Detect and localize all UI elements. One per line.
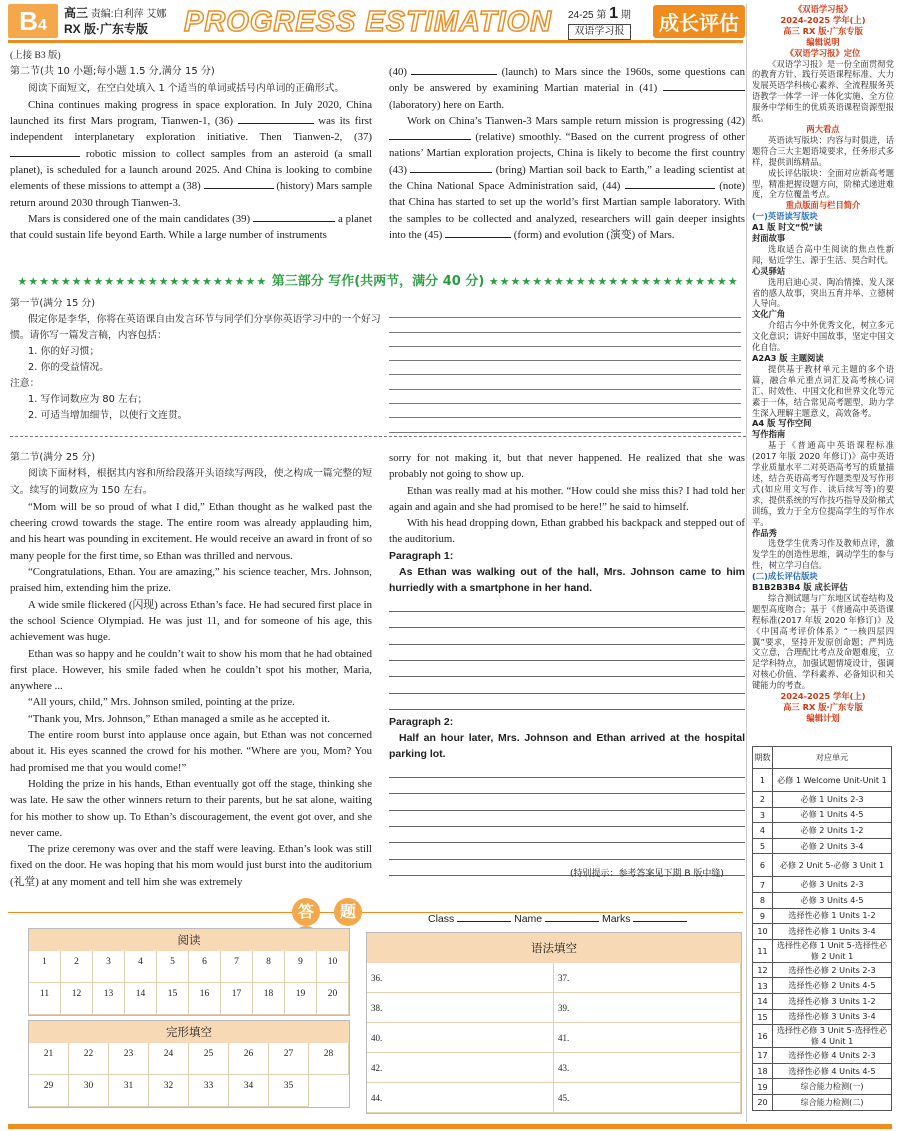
writing2-title: 第二节(满分 25 分) — [10, 452, 96, 463]
header-info — [64, 6, 166, 38]
cloze-answer-cell[interactable]: 28 — [309, 1043, 349, 1075]
blank-36[interactable] — [238, 113, 314, 124]
sidebar-edition: 高三 RX 版·广东专版 — [783, 25, 863, 36]
reading-answer-cell[interactable]: 13 — [93, 983, 125, 1015]
sidebar-text: 选登学生优秀习作及教师点评，激发学生的创造性思维，调动学生的参与性，树立学习自信。 — [752, 538, 894, 571]
story-paragraph: A wide smile flickered (闪现) across Ethan’s face. He had secured first place in the school Science Olympiad. He was just 11, and for someone of his age, this achievement was huge. — [10, 598, 372, 644]
table-row — [753, 877, 892, 893]
sidebar-subheading: (一)英语读写版块 — [752, 211, 818, 222]
reading-answer-cell[interactable]: 19 — [285, 983, 317, 1015]
cloze-label: 完形填空 — [29, 1021, 349, 1043]
table-row — [753, 1048, 892, 1064]
table-header: 对应单元 — [773, 747, 892, 769]
reading-answer-cell[interactable]: 17 — [221, 983, 253, 1015]
blank-44[interactable] — [625, 178, 715, 189]
cloze-answer-cell[interactable]: 21 — [29, 1043, 69, 1075]
continued-tag: (上接 B3 版) — [10, 51, 61, 61]
blank-39[interactable] — [253, 211, 335, 222]
writing1-prompt: 假定你是李华，你将在英语课自由发言环节与同学们分享你英语学习中的一个好习惯。请你写一篇发言稿，内容包括： — [10, 314, 381, 341]
passage-para-3: (40) (launch) to Mars since the 1960s, some questions can only be answered by examining Martian material in (41) (laboratory) here on Earth. — [389, 66, 746, 111]
writing1-item: 1. 你的好习惯； — [28, 346, 100, 357]
table-row — [753, 962, 892, 978]
edit-plan-table — [752, 746, 892, 1111]
issue-cell: 20 — [753, 1094, 773, 1110]
sidebar-text: 选用启迪心灵、陶冶情操、发人深省的感人故事，突出五育并举、立德树人导向。 — [752, 276, 894, 309]
edition-label: RX 版·广东专版 — [64, 22, 149, 36]
table-row — [753, 1009, 892, 1025]
grammar-answer-cell[interactable]: 42. — [367, 1053, 554, 1083]
writing-task-1 — [10, 296, 382, 424]
unit-cell: 必修 2 Units 3-4 — [773, 838, 892, 854]
grammar-label: 语法填空 — [367, 933, 741, 963]
issue-cell: 11 — [753, 939, 773, 962]
grammar-answer-box — [366, 932, 742, 1114]
banner-title: PROGRESS ESTIMATION — [184, 6, 553, 38]
issue-cell: 14 — [753, 993, 773, 1009]
paragraph1-answer-lines[interactable] — [389, 596, 745, 710]
grammar-answer-cell[interactable]: 39. — [554, 993, 741, 1023]
story-paragraph: “All yours, child,” Mrs. Johnson smiled, pointing at the prize. — [28, 696, 295, 709]
reading-answer-cell[interactable]: 4 — [125, 951, 157, 983]
story-paragraph: “Thank you, Mrs. Johnson,” Ethan managed a smile as he accepted it. — [28, 712, 330, 725]
unit-cell: 综合能力检测(一) — [773, 1079, 892, 1095]
table-row — [753, 838, 892, 854]
sidebar-item: 封面故事 — [752, 233, 786, 244]
writing1-title: 第一节(满分 15 分) — [10, 298, 96, 309]
instructions: 阅读下面短文，在空白处填入 1 个适当的单词或括号内单词的正确形式。 — [28, 82, 345, 94]
unit-cell: 必修 1 Welcome Unit-Unit 1 — [773, 769, 892, 792]
section-divider — [10, 436, 746, 437]
table-row — [753, 908, 892, 924]
table-row — [753, 769, 892, 792]
table-row — [753, 978, 892, 994]
unit-cell: 选择性必修 3 Units 3-4 — [773, 1009, 892, 1025]
sidebar-text: 综合测试题与广东地区试卷结构及题型高度吻合；基于《普通高中英语课程标准(2017 年版 2020 年修订)》及《中国高考评价体系》“一核四层四翼”要求，坚持开发原创命题；严判选文立意，合理配比考点及命题难度，立足学科特点，加强试题情境设计，强调对核心价值、学科素养、必备知识和关键能力的考查。 — [752, 592, 894, 691]
cloze-answer-cell[interactable]: 30 — [69, 1075, 109, 1107]
unit-cell: 选择性必修 2 Units 4-5 — [773, 978, 892, 994]
cloze-answer-cell[interactable]: 25 — [189, 1043, 229, 1075]
paragraph1-opening: As Ethan was walking out of the hall, Mrs. Johnson came to him hurriedly with a smartphone in her hand. — [389, 565, 745, 594]
story-paragraph: Holding the prize in his hands, Ethan eventually got off the stage, thinking she was late. He saw the other winners return to their parents, but he sat alone, waiting for his mother to show up. To Ethan’s discouragement, the event got over, and she never came. — [10, 777, 372, 839]
passage-para-2: Mars is considered one of the main candidates (39) a planet that could sustain life beyond Earth. While a large number of instruments — [10, 212, 372, 242]
reading-answer-cell[interactable]: 7 — [221, 951, 253, 983]
sidebar-item: A2A3 版 主题阅读 — [752, 353, 824, 363]
sidebar-heading: 《双语学习报》定位 — [785, 47, 861, 58]
grammar-answer-cell[interactable]: 37. — [554, 963, 741, 993]
cloze-answer-cell[interactable]: 23 — [109, 1043, 149, 1075]
grammar-answer-cell[interactable]: 38. — [367, 993, 554, 1023]
issue-cell: 9 — [753, 908, 773, 924]
blank-45[interactable] — [445, 227, 511, 238]
blank-37[interactable] — [10, 146, 80, 157]
sidebar-subheading: (二)成长评估版块 — [752, 571, 818, 582]
grammar-answer-cell[interactable]: 40. — [367, 1023, 554, 1053]
issue-cell: 19 — [753, 1079, 773, 1095]
section-title: 第二节(共 10 小题;每小题 1.5 分,满分 15 分) — [10, 66, 215, 78]
issue-cell: 5 — [753, 838, 773, 854]
continuation-right — [389, 450, 745, 876]
cloze-answer-cell[interactable]: 35 — [269, 1075, 309, 1107]
issue-info: 24-25 第 1 期 双语学习报 — [568, 7, 631, 40]
issue-cell: 6 — [753, 854, 773, 877]
issue-cell: 4 — [753, 823, 773, 839]
table-row — [753, 1094, 892, 1110]
table-row — [753, 892, 892, 908]
unit-cell: 选择性必修 4 Units 2-3 — [773, 1048, 892, 1064]
reading-label: 阅读 — [29, 929, 349, 951]
story-paragraph: “Mom will be so proud of what I did,” Ethan thought as he walked past the cheering crowd towards the stage. The entire room was already applauding him, and his heart was pounding in excitement. He would receive an award in front of so many people for the first time, so Ethan was thrilled and nervous. — [10, 500, 372, 562]
paragraph2-opening: Half an hour later, Mrs. Johnson and Ethan arrived at the hospital parking lot. — [389, 731, 745, 760]
sidebar-text: 《双语学习报》是一份全面贯彻党的教育方针、践行英语课程标准、大力发展英语学科核心素养、全流程服务英语教学一体学一评一体化实施、全方位服务中学师生的优质英语课程资源型报纸。 — [752, 58, 894, 124]
unit-cell: 选择性必修 3 Unit 5-选择性必修 4 Unit 1 — [773, 1025, 892, 1048]
sidebar-item: 作品秀 — [752, 527, 777, 538]
reading-answer-cell[interactable]: 15 — [157, 983, 189, 1015]
passage-para-4: Work on China’s Tianwen-3 Mars sample return mission is progressing (42) (relative) smoothly. “Based on the current progress of other nations’ Martian exploration projects, China is likely to become the first country (43) (bring) Martian soil back to Earth,” a leading scientist at the China National Space Administration said, (44) (note) that China has started to set up the world’s first Martian sample laboratory. With the samples to be collected and analyzed, researchers will gain deeper insights into the (45) (form) and evolution (演变) of Mars. — [389, 114, 746, 241]
unit-cell: 综合能力检测(二) — [773, 1094, 892, 1110]
blank-42[interactable] — [389, 129, 471, 140]
note-item: 1. 写作词数应为 80 左右； — [28, 394, 148, 405]
story-paragraph: Ethan was so happy and he couldn’t wait to show his mom that he had obtained first place. However, his smile faded when he couldn’t spot his mother, Maria, anywhere ... — [10, 647, 372, 693]
unit-cell: 选择性必修 2 Units 2-3 — [773, 962, 892, 978]
writing2-instructions: 阅读下面材料，根据其内容和所给段落开头语续写两段，使之构成一篇完整的短文。续写的词数应为 150 左右。 — [10, 468, 372, 496]
cloze-answer-cell[interactable]: 32 — [149, 1075, 189, 1107]
cloze-answer-cell[interactable]: 26 — [229, 1043, 269, 1075]
grammar-answer-cell[interactable]: 44. — [367, 1083, 554, 1113]
reading-answer-cell[interactable]: 14 — [125, 983, 157, 1015]
issue-cell: 7 — [753, 877, 773, 893]
story-paragraph: “Congratulations, Ethan. You are amazing,” his science teacher, Mrs. Johnson, praised him, extending him the prize. — [10, 566, 372, 595]
unit-cell: 选择性必修 3 Units 1-2 — [773, 993, 892, 1009]
reading-grid[interactable] — [29, 951, 349, 1015]
cloze-grid[interactable] — [29, 1043, 349, 1107]
grammar-fill-left — [10, 48, 372, 244]
cloze-answer-box — [28, 1020, 350, 1108]
issue-cell: 10 — [753, 924, 773, 940]
unit-cell: 必修 3 Units 4-5 — [773, 892, 892, 908]
reading-answer-cell[interactable]: 6 — [189, 951, 221, 983]
sidebar-title: 《双语学习报》 — [793, 4, 853, 14]
passage-para-1: China continues making progress in space exploration. In July 2020, China launched its first Mars program, Tianwen-1, (36) was its first independent interplanetary exploration initiative. Then Tianwen-2, (37) robotic mission to collect samples from an asteroid (a small planet), is scheduled for a launch around 2025. And China is looking to combine elements of these missions to attempt a (38) (history) Mars sample return around 2030 through Tianwen-3. — [10, 98, 373, 209]
marks-field[interactable] — [633, 911, 687, 922]
table-row — [753, 854, 892, 877]
sidebar-item: 心灵驿站 — [752, 265, 786, 276]
brand-label: 成长评估 — [653, 5, 745, 38]
issue-cell: 16 — [753, 1025, 773, 1048]
sidebar-heading: 两大看点 — [806, 123, 840, 134]
sidebar-item: 文化广角 — [752, 309, 786, 320]
cloze-answer-cell[interactable]: 29 — [29, 1075, 69, 1107]
unit-cell: 必修 1 Units 2-3 — [773, 792, 892, 808]
note-label: 注意： — [10, 378, 40, 389]
reading-answer-cell[interactable]: 1 — [29, 951, 61, 983]
cloze-answer-cell[interactable]: 22 — [69, 1043, 109, 1075]
unit-cell: 选择性必修 1 Units 3-4 — [773, 924, 892, 940]
grammar-answer-cell[interactable]: 45. — [554, 1083, 741, 1113]
grammar-grid[interactable] — [367, 963, 741, 1113]
part3-heading: ★★★★★★★★★★★★★★★★★★★★★★★ 第三部分 写作(共两节，满分 40 分) ★★★★★★★★★★★★★★★★★★★★★★★ — [17, 274, 739, 289]
sidebar-text: 提供基于教材单元主题的多个语篇，融合单元重点词汇及高考核心词汇、时效性、中国文化和世界文化等元素于一体，结合常见高考题型，助力学生深入理解主题意义，高效备考。 — [752, 363, 894, 418]
grammar-answer-cell[interactable]: 43. — [554, 1053, 741, 1083]
sidebar-text: 成长评估版块：全面对应新高考题型，精准把握设题方向，阶梯式递进难度，全方位覆盖考点。 — [752, 167, 894, 200]
paragraph2-answer-lines[interactable] — [389, 762, 745, 876]
unit-cell: 必修 2 Unit 5-必修 3 Unit 1 — [773, 854, 892, 877]
paragraph1-label: Paragraph 1: — [389, 549, 454, 562]
name-field[interactable] — [545, 911, 599, 922]
story-paragraph: The prize ceremony was over and the staff were leaving. Ethan’s look was still fixed on the door. He was hoping that his mom would just burst into the auditorium (礼堂) at any moment and tell him she was extremely — [10, 843, 372, 888]
answer-tip: (特别提示：参考答案见下期 B 版中缝) — [570, 869, 724, 879]
issue-cell: 12 — [753, 962, 773, 978]
paper-name: 双语学习报 — [568, 24, 631, 40]
reading-answer-cell[interactable]: 12 — [61, 983, 93, 1015]
continuation-left — [10, 450, 372, 890]
issue-cell: 15 — [753, 1009, 773, 1025]
issue-cell: 8 — [753, 892, 773, 908]
table-row — [753, 1025, 892, 1048]
issue-cell: 13 — [753, 978, 773, 994]
card-student-info: Class Name Marks — [428, 911, 687, 925]
table-row — [753, 1063, 892, 1079]
unit-cell: 必修 2 Units 1-2 — [773, 823, 892, 839]
footer-rule — [8, 1124, 892, 1129]
grammar-fill-right — [389, 64, 745, 243]
reading-answer-cell[interactable]: 18 — [253, 983, 285, 1015]
table-row — [753, 823, 892, 839]
sidebar-divider — [746, 4, 747, 1122]
blank-43[interactable] — [410, 162, 492, 173]
sidebar — [752, 4, 894, 724]
issue-cell: 17 — [753, 1048, 773, 1064]
class-field[interactable] — [457, 911, 511, 922]
sidebar-item: 写作指南 — [752, 429, 786, 440]
cloze-answer-cell[interactable]: 34 — [229, 1075, 269, 1107]
sidebar-heading: 重点版面与栏目简介 — [785, 200, 861, 211]
unit-cell: 选择性必修 1 Unit 5-选择性必修 2 Unit 1 — [773, 939, 892, 962]
reading-answer-cell[interactable]: 3 — [93, 951, 125, 983]
paragraph2-label: Paragraph 2: — [389, 715, 454, 728]
cloze-answer-cell[interactable]: 33 — [189, 1075, 229, 1107]
table-row — [753, 993, 892, 1009]
grammar-answer-cell[interactable]: 41. — [554, 1023, 741, 1053]
reading-answer-box — [28, 928, 350, 1016]
table-row — [753, 924, 892, 940]
cloze-answer-cell[interactable]: 27 — [269, 1043, 309, 1075]
sidebar-item: A4 版 写作空间 — [752, 418, 812, 429]
page-code: B4 — [8, 4, 58, 38]
blank-40[interactable] — [411, 64, 497, 75]
grade-label: 高三 — [64, 6, 89, 20]
sidebar-text: 英语读写版块：内容与时俱进，话题符合三大主题语境要求，任务形式多样，提供训练精品。 — [752, 134, 894, 167]
table-row — [753, 807, 892, 823]
sidebar-heading: 2024-2025 学年(上) — [780, 691, 866, 702]
unit-cell: 必修 3 Units 2-3 — [773, 877, 892, 893]
writing1-item: 2. 你的受益情况。 — [28, 362, 110, 373]
reading-answer-cell[interactable]: 20 — [317, 983, 349, 1015]
cloze-answer-cell[interactable]: 24 — [149, 1043, 189, 1075]
unit-cell: 选择性必修 4 Units 4-5 — [773, 1063, 892, 1079]
issue-cell: 2 — [753, 792, 773, 808]
sidebar-text: 基于《普通高中英语课程标准(2017 年版 2020 年修订)》高中英语学业质量水平二对英语高考写的质量描述，结合英语高考写作题类型及写作形式(如应用文写作、读后续写等)的要求，提供系统的写作技巧指导及阶梯式训练，致力于全方位提高学生的写作水平。 — [752, 440, 894, 527]
table-row — [753, 1079, 892, 1095]
reading-answer-cell[interactable]: 10 — [317, 951, 349, 983]
table-row — [753, 792, 892, 808]
sidebar-item: A1 版 时文“悦”读 — [752, 222, 823, 233]
editors-label: 责编:白利萍 艾娜 — [90, 9, 167, 20]
reading-answer-cell[interactable]: 11 — [29, 983, 61, 1015]
note-item: 2. 可适当增加细节，以使行文连贯。 — [28, 410, 188, 421]
story-paragraph: The entire room burst into applause once again, but Ethan was not concerned about it. His eyes scanned the crowd for his mother. “Where are you, Mom? You had promised me that you would come!” — [10, 729, 372, 774]
reading-answer-cell[interactable]: 9 — [285, 951, 317, 983]
cloze-answer-cell[interactable]: 31 — [109, 1075, 149, 1107]
unit-cell: 必修 1 Units 4-5 — [773, 807, 892, 823]
blank-41[interactable] — [663, 80, 745, 91]
sidebar-heading: 编辑说明 — [806, 36, 840, 47]
sidebar-text: 选取适合高中生阅读的焦点性新闻，贴近学生、源于生活、契合时代。 — [752, 243, 894, 265]
issue-cell: 1 — [753, 769, 773, 792]
unit-cell: 选择性必修 1 Units 1-2 — [773, 908, 892, 924]
sidebar-heading: 编辑计划 — [806, 712, 840, 723]
grammar-answer-cell[interactable]: 36. — [367, 963, 554, 993]
header-rule — [8, 40, 743, 43]
reading-answer-cell[interactable]: 2 — [61, 951, 93, 983]
table-header: 期数 — [753, 747, 773, 769]
sidebar-text: 介绍古今中外优秀文化，树立多元文化意识；讲好中国故事，坚定中国文化自信。 — [752, 320, 894, 353]
reading-answer-cell[interactable]: 8 — [253, 951, 285, 983]
story-paragraph: Ethan was really mad at his mother. “How could she miss this? I had told her again and again and she had promised to be here!” he said to himself. — [389, 484, 745, 513]
blank-38[interactable] — [204, 178, 274, 189]
answer-card-title: 答 题 — [292, 898, 412, 928]
story-paragraph: With his head dropping down, Ethan grabbed his backpack and stepped out of the auditorium. — [389, 517, 745, 546]
table-row — [753, 939, 892, 962]
story-paragraph: sorry for not making it, but that never happened. He realized that she was probably not going to show up. — [389, 452, 745, 481]
issue-cell: 3 — [753, 807, 773, 823]
reading-answer-cell[interactable]: 16 — [189, 983, 221, 1015]
sidebar-year: 2024-2025 学年(上) — [780, 14, 866, 25]
sidebar-item: B1B2B3B4 版 成长评估 — [752, 582, 848, 593]
part3-title: 第三部分 写作(共两节，满分 40 分) — [271, 274, 485, 289]
writing1-answer-lines[interactable] — [389, 304, 741, 433]
sidebar-heading: 高三 RX 版·广东专版 — [783, 702, 863, 712]
issue-cell: 18 — [753, 1063, 773, 1079]
reading-answer-cell[interactable]: 5 — [157, 951, 189, 983]
